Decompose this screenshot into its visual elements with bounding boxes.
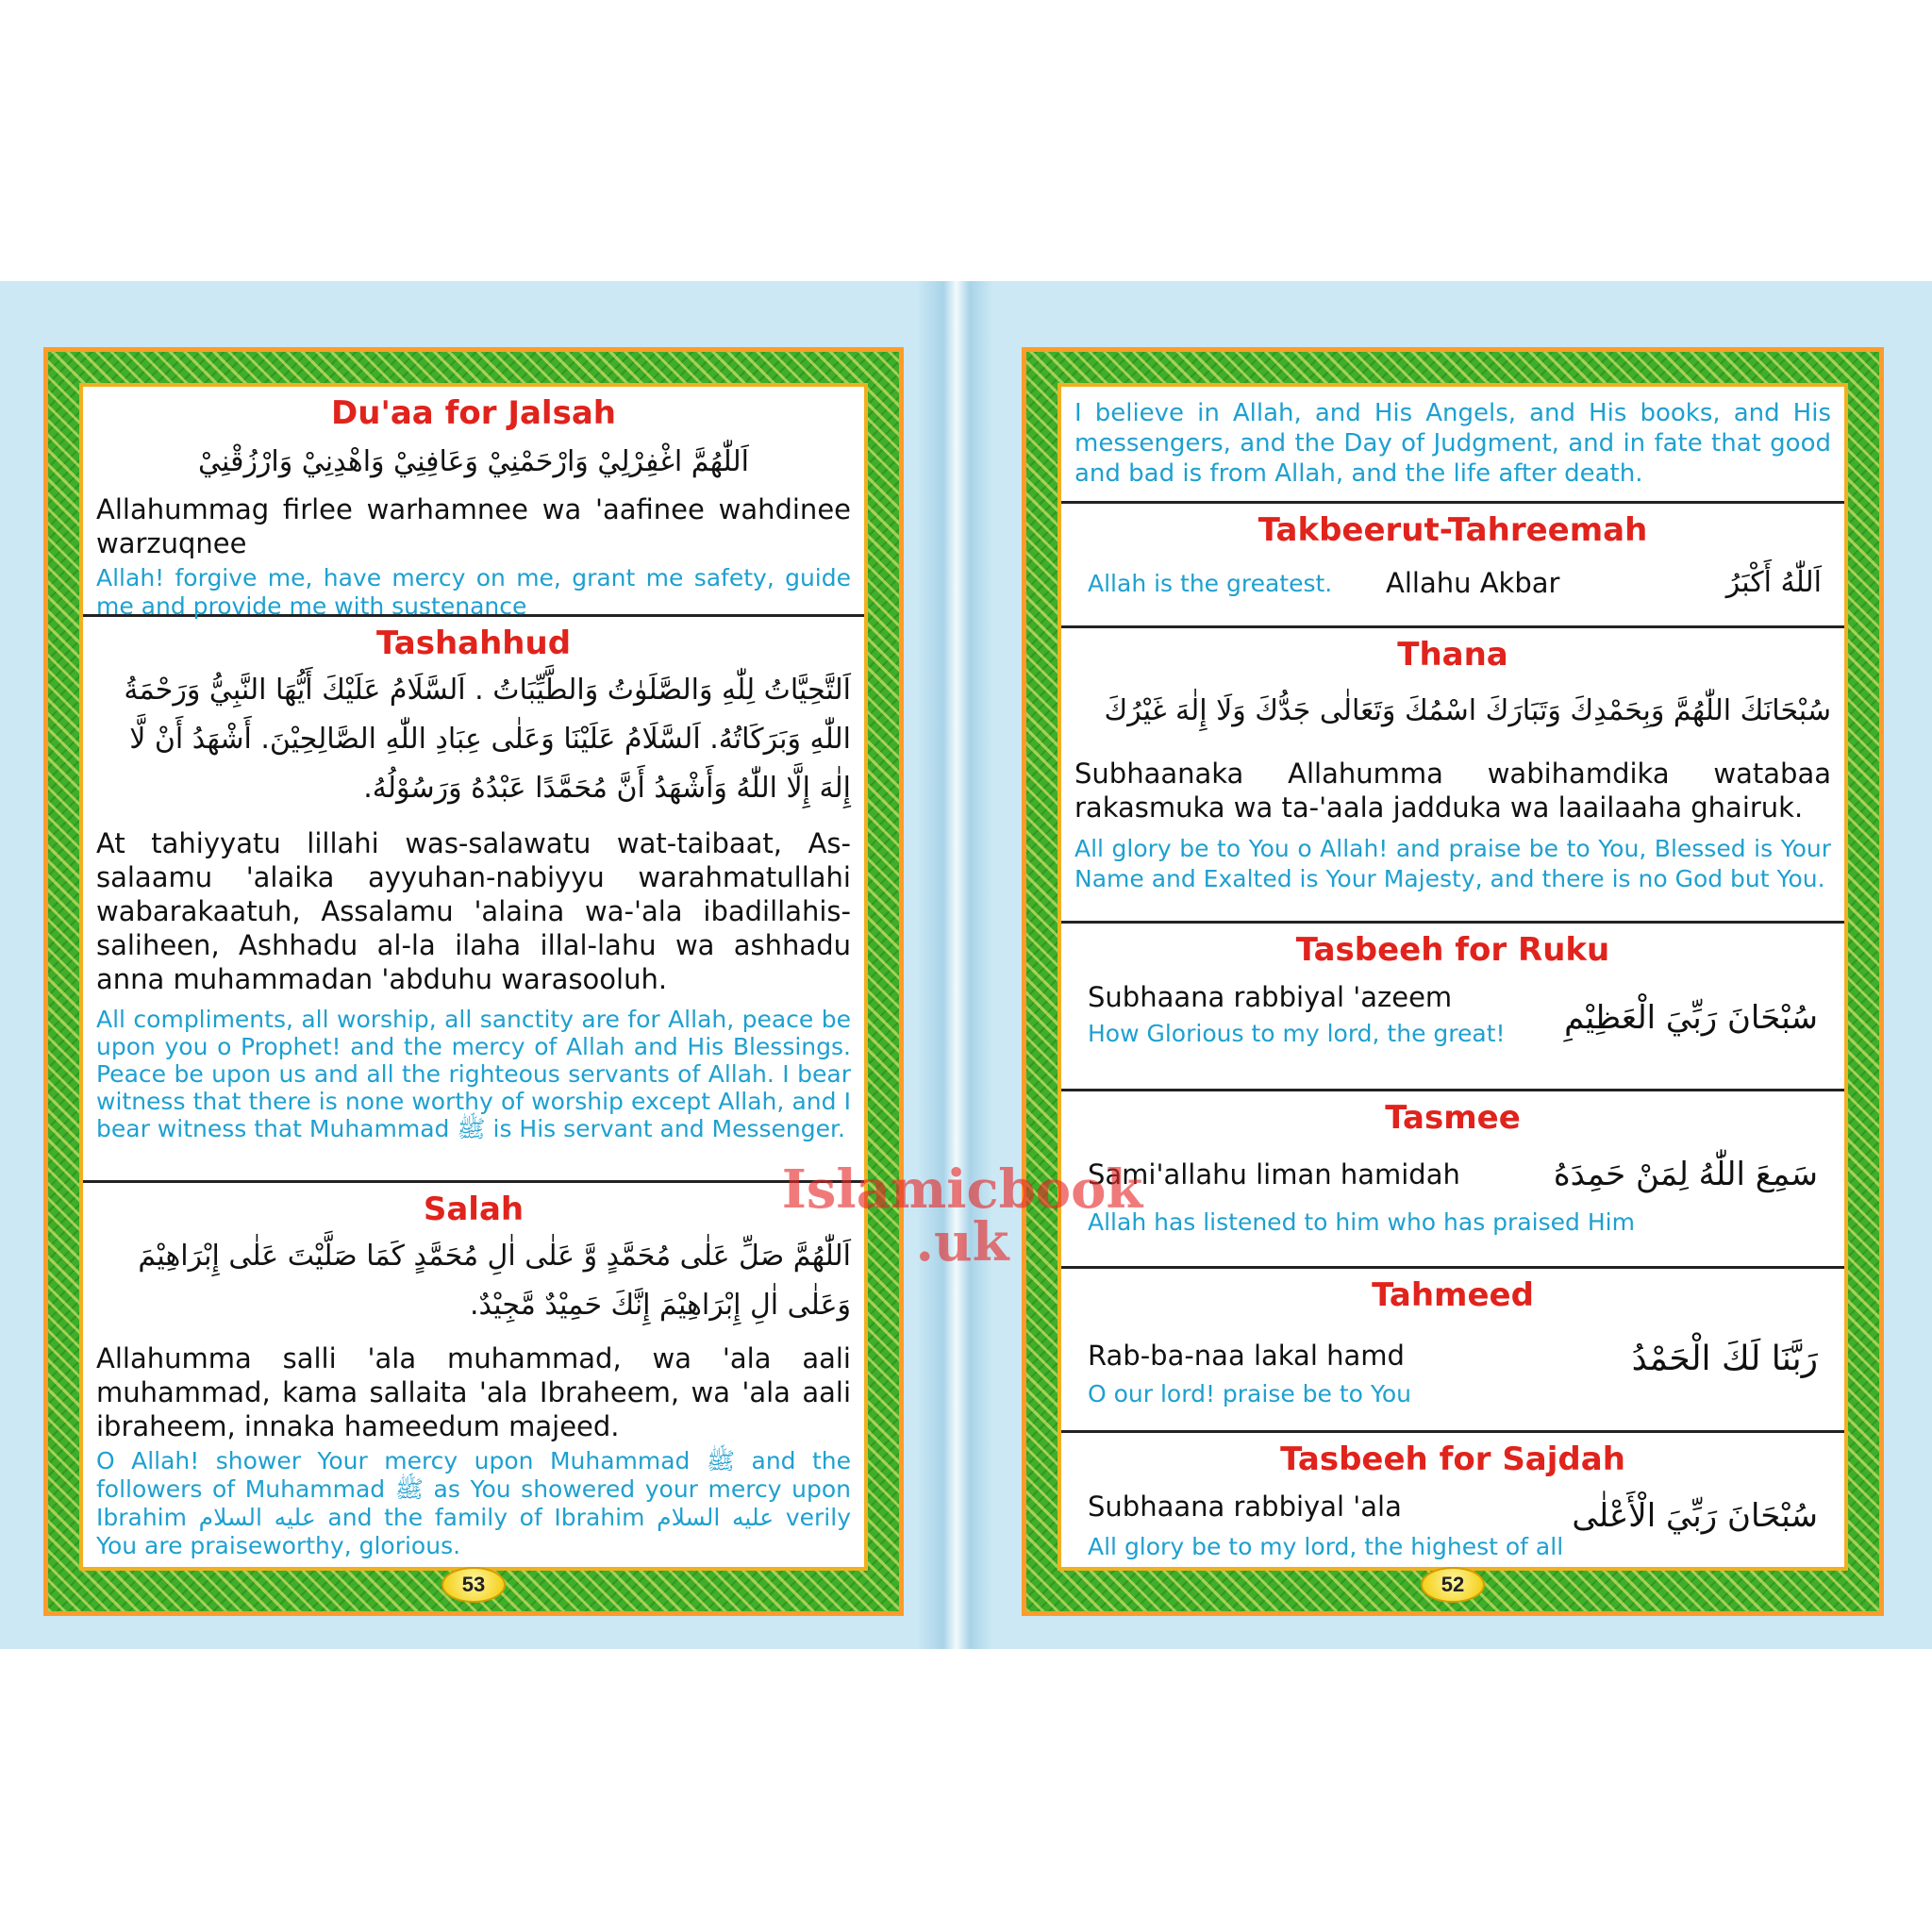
- translation: Allah is the greatest.: [1088, 570, 1333, 597]
- right-page-content: [1058, 383, 1848, 1571]
- watermark-line-1: Islamicbook: [781, 1158, 1143, 1221]
- translation: Allah! forgive me, have mercy on me, grant me safety, guide me and provide me with sustenance: [96, 564, 851, 620]
- translation: O Allah! shower Your mercy upon Muhammad ﷺ and the followers of Muhammad ﷺ as You showered your mercy upon Ibrahim عليه السلام and the family of Ibrahim عليه السلام verily You are praiseworthy, glorious.: [96, 1447, 851, 1559]
- arabic-text: سُبْحَانَ رَبِّيَ الْأَعْلٰى: [1572, 1497, 1818, 1535]
- section-title: Tasmee: [1385, 1099, 1521, 1137]
- section-title: Tashahhud: [375, 625, 572, 662]
- transliteration: Allahu Akbar: [1386, 567, 1560, 599]
- transliteration: Sami'allahu liman hamidah: [1088, 1158, 1460, 1191]
- transliteration: Allahumma salli 'ala muhammad, wa 'ala aali muhammad, kama sallaita 'ala Ibraheem, wa 'ala aali ibraheem, innaka hameedum majeed.: [96, 1342, 851, 1442]
- left-page: [43, 347, 904, 1616]
- transliteration: Subhaanaka Allahumma wabihamdika watabaa rakasmuka wa ta-'aala jadduka wa laailaaha ghairuk.: [1074, 758, 1831, 824]
- transliteration: Allahummag firlee warhamnee wa 'aafinee wahdinee warzuqnee: [96, 493, 851, 559]
- section-tashahhud: [83, 625, 864, 1183]
- arabic-text: اَلتَّحِيَّاتُ لِلّٰهِ وَالصَّلَوٰتُ وَالطَّيِّبَاتُ . اَلسَّلَامُ عَلَيْكَ أَيُّهَا النَّبِيُّ وَرَحْمَةُ اللّٰهِ وَبَرَكَاتُهُ. اَلسَّلَامُ عَلَيْنَا وَعَلٰى عِبَادِ اللّٰهِ الصَّالِحِيْنَ. أَشْهَدُ أَنْ لَّا إِلٰهَ إِلَّا اللّٰهُ وَأَشْهَدُ أَنَّ مُحَمَّدًا عَبْدُهُ وَرَسُوْلُهُ.: [124, 674, 851, 805]
- arabic-text: رَبَّنَا لَكَ الْحَمْدُ: [1631, 1340, 1818, 1378]
- watermark-line-2: .uk: [915, 1211, 1009, 1274]
- section-tasmee: [1061, 1099, 1844, 1269]
- transliteration: At tahiyyatu lillahi was-salawatu wat-taibaat, As-salaamu 'alaika ayyuhan-nabiyyu warahmatullahi wabarakaatuh, Assalamu 'alaina wa-'ala ibadillahis-saliheen, Ashhadu al-la ilaha illal-lahu wa ashhadu anna muhammadan 'abduhu warasooluh.: [96, 827, 851, 995]
- transliteration: Subhaana rabbiyal 'ala: [1088, 1491, 1402, 1523]
- arabic-text: سُبْحَانَ رَبِّيَ الْعَظِيْمِ: [1564, 999, 1818, 1037]
- transliteration: Rab-ba-naa lakal hamd: [1088, 1340, 1405, 1372]
- section-tahmeed: [1061, 1276, 1844, 1433]
- arabic-text: اَللّٰهُمَّ اغْفِرْلِيْ وَارْحَمْنِيْ وَعَافِنِيْ وَاهْدِنِيْ وَارْزُقْنِيْ: [198, 445, 749, 478]
- watermark: [774, 1158, 1151, 1274]
- translation: How Glorious to my lord, the great!: [1088, 1020, 1506, 1047]
- page-number: 52: [1421, 1567, 1485, 1603]
- translation: O our lord! praise be to You: [1088, 1380, 1412, 1407]
- right-page: [1022, 347, 1884, 1616]
- section-title: Thana: [1397, 636, 1508, 674]
- section-title: Takbeerut-Tahreemah: [1257, 511, 1648, 549]
- left-page-content: [79, 383, 868, 1571]
- book-gutter: [917, 281, 992, 1649]
- section-title: Salah: [423, 1191, 525, 1228]
- translation: All glory be to You o Allah! and praise be to You, Blessed is Your Name and Exalted is Your Majesty, and there is no God but You.: [1074, 835, 1831, 892]
- transliteration: Subhaana rabbiyal 'azeem: [1088, 981, 1453, 1013]
- section-belief: [1061, 387, 1844, 504]
- arabic-text: اَللّٰهُمَّ صَلِّ عَلٰى مُحَمَّدٍ وَّ عَلٰى اٰلِ مُحَمَّدٍ كَمَا صَلَّيْتَ عَلٰى إِبْرَاهِيْمَ وَعَلٰى اٰلِ إِبْرَاهِيْمَ إِنَّكَ حَمِيْدٌ مَّجِيْدٌ.: [138, 1240, 851, 1322]
- arabic-text: سُبْحَانَكَ اللّٰهُمَّ وَبِحَمْدِكَ وَتَبَارَكَ اسْمُكَ وَتَعَالٰى جَدُّكَ وَلَا إِلٰهَ غَيْرُكَ: [1104, 694, 1831, 727]
- arabic-text: اَللّٰهُ أَكْبَرُ: [1725, 566, 1822, 599]
- translation: Allah has listened to him who has praised Him: [1088, 1208, 1635, 1236]
- section-sajdah: [1061, 1441, 1844, 1571]
- belief-text: I believe in Allah, and His Angels, and His books, and His messengers, and the Day of Judgment, and in fate that good and bad is from Allah, and the life after death.: [1074, 399, 1831, 488]
- section-title: Du'aa for Jalsah: [331, 394, 616, 432]
- section-duaa-jalsah: [83, 394, 864, 620]
- section-title: Tasbeeh for Ruku: [1295, 931, 1610, 969]
- arabic-text: سَمِعَ اللّٰهُ لِمَنْ حَمِدَهُ: [1553, 1156, 1818, 1193]
- section-title: Tasbeeh for Sajdah: [1280, 1441, 1625, 1478]
- section-thana: [1061, 636, 1844, 924]
- section-ruku: [1061, 931, 1844, 1091]
- translation: All compliments, all worship, all sanctity are for Allah, peace be upon you o Prophet! and the mercy of Allah and His Blessings. Peace be upon us and all the righteous servants of Allah. I bear witness that there is none worthy of worship except Allah, and I bear witness that Muhammad ﷺ is His servant and Messenger.: [96, 1006, 851, 1142]
- section-title: Tahmeed: [1372, 1276, 1534, 1314]
- section-takbeer: [1061, 511, 1844, 628]
- translation: All glory be to my lord, the highest of all: [1088, 1533, 1564, 1560]
- section-salah: [83, 1191, 864, 1571]
- book-spread: [0, 281, 1932, 1649]
- page-number: 53: [441, 1567, 506, 1603]
